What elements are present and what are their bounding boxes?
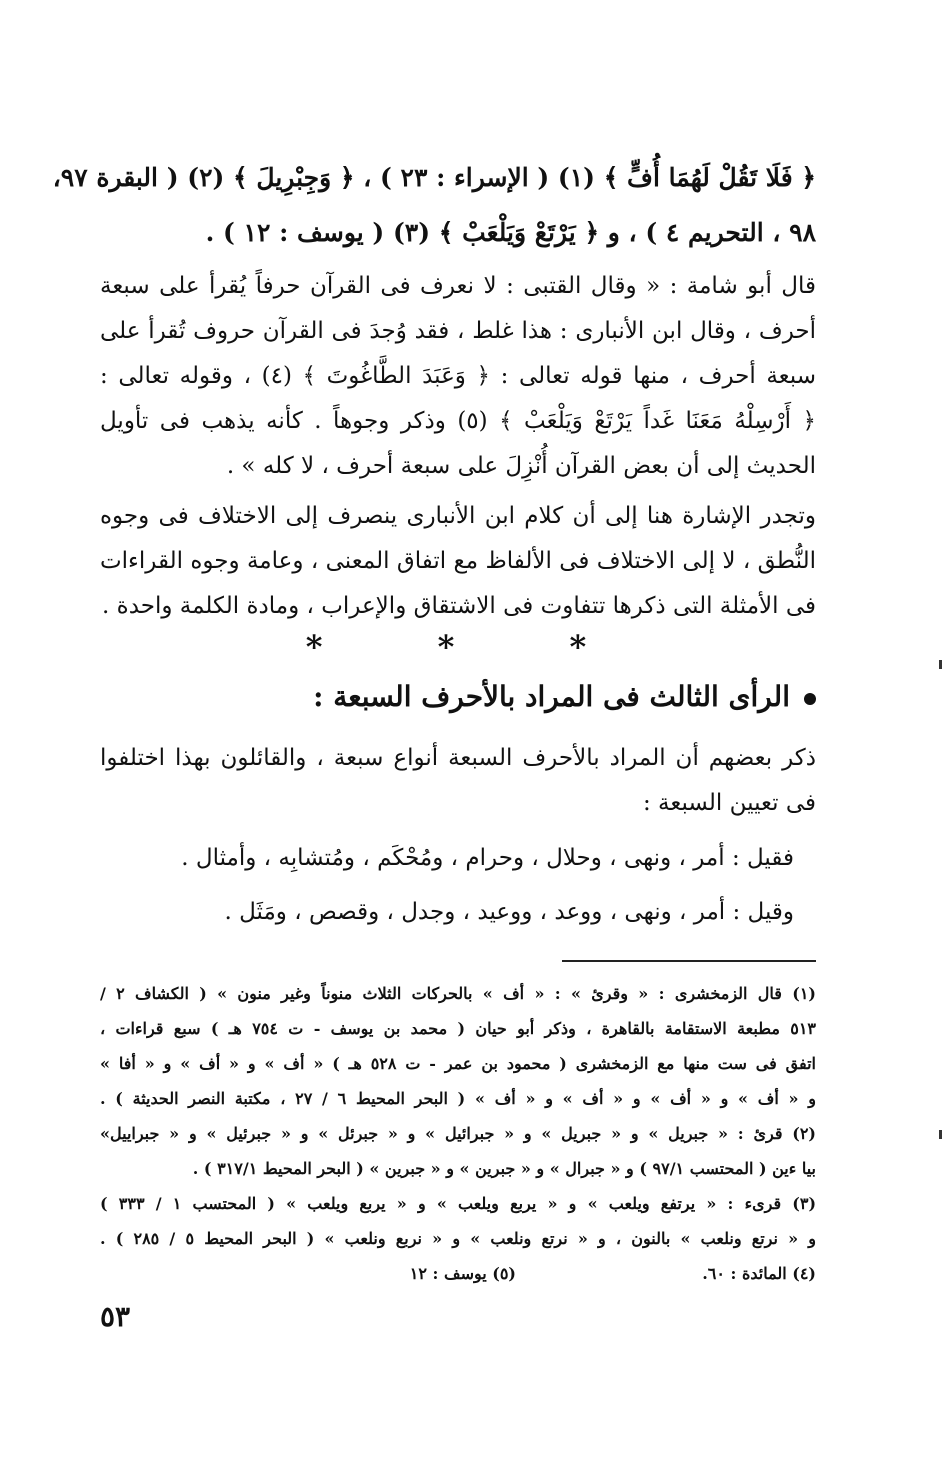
body-line: ذكر بعضهم أن المراد بالأحرف السبعة أنواع سبعة ، والقائلون بهذا اختلفوا	[100, 745, 816, 771]
footnote-line: (١) قال الزمخشرى : « وقرئ » : « أف » بالحركات الثلاث منوناً وغير منون » ( الكشاف ٢ /	[100, 984, 816, 1003]
scan-speck	[939, 1130, 942, 1139]
footnote-line: (٣) قرىء : « يرتفع ويلعب » و « يربع ويلعب » و « يربع ويلعب » ( المحتسب ١ / ٣٣٣ )	[100, 1194, 817, 1213]
body-line: ﴿ فَلَا تَقُلْ لَهُمَا أُفٍّ ﴾ (١) ( الإسراء : ٢٣ ) ، ﴿ وَجِبْرِيلَ ﴾ (٢) ( البقرة ٩٧،	[52, 163, 816, 192]
section-heading	[313, 680, 816, 713]
footnote-line: اتفق فى ست منها مع الزمخشرى ( محمود بن عمر - ت ٥٢٨ هـ ) « أف » و « أف » و « أفا »	[100, 1054, 816, 1073]
footnote-line	[100, 1260, 816, 1288]
list-item: فقيل : أمر ، ونهى ، وحلال ، وحرام ، ومُحْكَم ، ومُتشابِه ، وأمثال .	[181, 845, 794, 871]
footnote-line: (٢) قرئ : « جبريل » و « جبريل » و « جبرائيل » و « جبرئل » و « جبرئيل » و « جبراييل»	[100, 1124, 816, 1143]
body-line: أحرف ، وقال ابن الأنبارى : هذا غلط ، فقد وُجدَ فى القرآن حروف تُقرأ على	[100, 318, 816, 344]
body-line: فى الأمثلة التى ذكرها تتفاوت فى الاشتقاق والإعراب ، ومادة الكلمة واحدة .	[102, 593, 816, 619]
section-heading-text: الرأى الثالث فى المراد بالأحرف السبعة :	[313, 680, 790, 713]
footnote-line: ٥١٣ مطبعة الاستقامة بالقاهرة ، وذكر أبو حيان ( محمد بن يوسف - ت ٧٥٤ هـ ) سبع قراءات ،	[100, 1019, 817, 1038]
body-line: ٩٨ ، التحريم ٤ ) ، و ﴿ يَرْتَعْ وَيَلْعَبْ ﴾ (٣) ( يوسف : ١٢ ) .	[205, 218, 816, 247]
section-separator: * * *	[305, 628, 639, 666]
body-line: سبعة أحرف ، منها قوله تعالى : ﴿ وَعَبَدَ الطَّاغُوتَ ﴾ (٤) ، وقوله تعالى :	[100, 363, 816, 389]
body-line: الحديث إلى أن بعض القرآن أُنْزِلَ على سبعة أحرف ، لا كله » .	[226, 453, 816, 479]
bullet-icon	[804, 693, 816, 705]
footnote-5: (٥) يوسف : ١٢	[409, 1264, 516, 1283]
footnote-line: و « نرتع ونلعب » بالنون ، و « نرتع ونلعب » و « نربع ونلعب » ( البحر المحيط ٥ / ٢٨٥ ) .	[100, 1229, 817, 1248]
footnote-4: (٤) المائدة : ٦٠.	[702, 1264, 816, 1283]
body-line: ﴿ أَرْسِلْهُ مَعَنَا غَداً يَرْتَعْ وَيَلْعَبْ ﴾ (٥) وذكر وجوهاً . كأنه يذهب فى تأويل	[100, 408, 816, 434]
footnote-divider	[562, 960, 816, 962]
body-line: قال أبو شامة : « وقال القتبى : لا نعرف فى القرآن حرفاً يُقرأ على سبعة	[100, 273, 816, 299]
page-number: ٥٣	[100, 1300, 131, 1333]
footnote-line: بيا ءين ( المحتسب ٩٧/١ ) و « جبرال » و « جبرين » و « جبرين » ( البحر المحيط ٣١٧/١ ) .	[192, 1159, 816, 1178]
body-line: فى تعيين السبعة :	[642, 790, 816, 816]
scan-speck	[939, 660, 942, 669]
footnote-line: و « أف » و « أف » و « أف » و « أف » ( البحر المحيط ٦ / ٢٧ ، مكتبة النصر الحديثة ) .	[100, 1089, 817, 1108]
list-item: وقيل : أمر ، ونهى ، ووعد ، ووعيد ، وجدل ، وقصص ، ومَثَل .	[224, 899, 794, 925]
body-line: وتجدر الإشارة هنا إلى أن كلام ابن الأنبارى ينصرف إلى الاختلاف فى وجوه	[100, 503, 816, 529]
body-line: النُّطق ، لا إلى الاختلاف فى الألفاظ مع اتفاق المعنى ، وعامة وجوه القراءات	[100, 548, 816, 574]
